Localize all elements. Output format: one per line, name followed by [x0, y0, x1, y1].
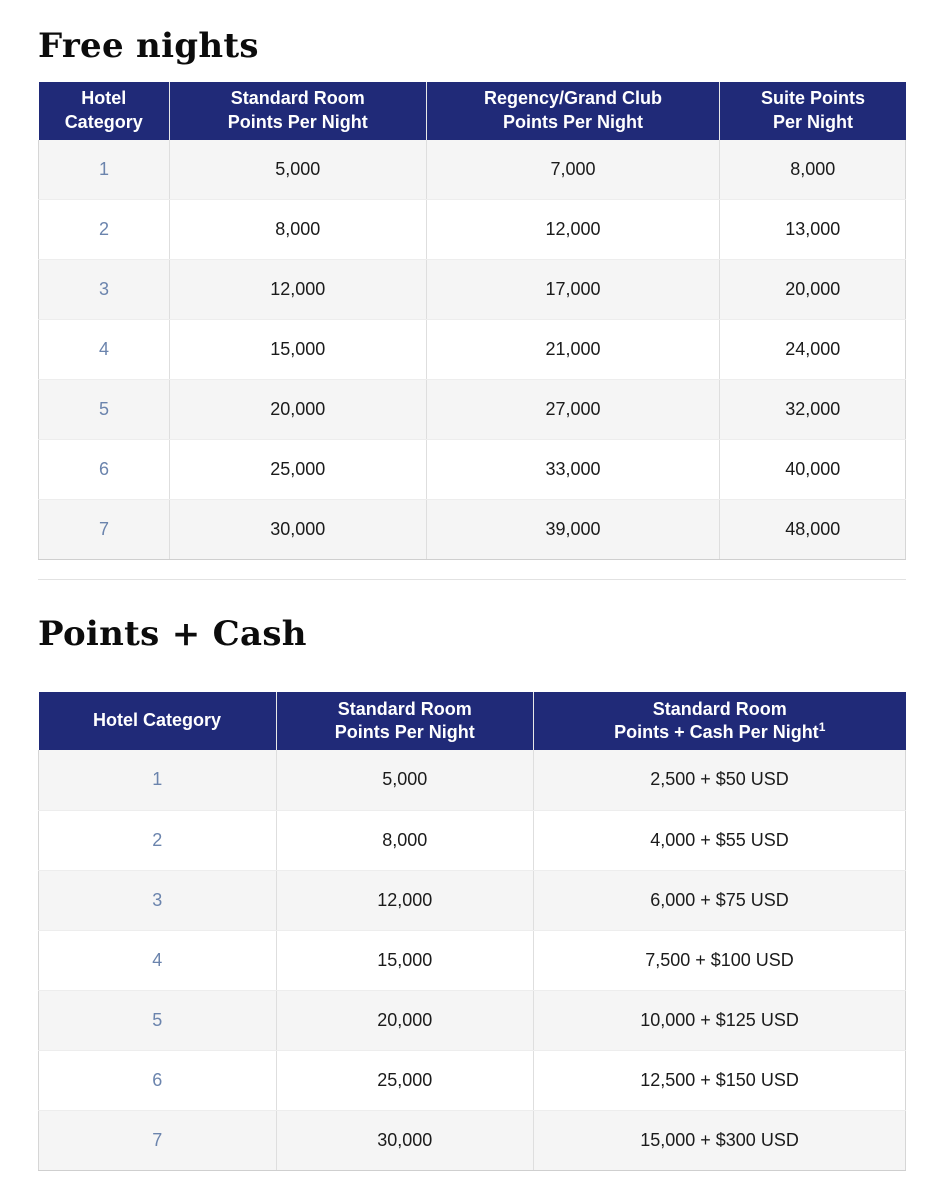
- points-value-cell: 20,000: [169, 380, 426, 440]
- category-cell: [39, 320, 170, 380]
- table-row: [39, 930, 906, 990]
- table-row: [39, 990, 906, 1050]
- points-cash-table-body: [39, 750, 906, 1170]
- table-row: [39, 200, 906, 260]
- points-value-cell: 12,500 + $150 USD: [534, 1050, 906, 1110]
- free-nights-table: [38, 82, 906, 561]
- table-row: [39, 140, 906, 200]
- category-cell: [39, 380, 170, 440]
- points-value-cell: 20,000: [720, 260, 906, 320]
- category-cell: [39, 810, 277, 870]
- column-header: Standard Room Points + Cash Per Night$^1$: [534, 692, 906, 750]
- category-cell: [39, 1050, 277, 1110]
- points-value-cell: 25,000: [169, 440, 426, 500]
- category-link[interactable]: 2: [152, 829, 163, 850]
- column-header: Standard Room Points Per Night: [169, 82, 426, 140]
- category-link[interactable]: 4: [98, 339, 109, 360]
- points-value-cell: 8,000: [169, 200, 426, 260]
- table-row: [39, 500, 906, 560]
- footnote-marker: 1: [818, 720, 826, 735]
- table-row: [39, 1050, 906, 1110]
- header-row: [39, 82, 906, 140]
- category-link[interactable]: 3: [98, 279, 109, 300]
- points-value-cell: 7,500 + $100 USD: [534, 930, 906, 990]
- category-cell: [39, 500, 170, 560]
- category-cell: [39, 1110, 277, 1170]
- points-value-cell: 30,000: [169, 500, 426, 560]
- points-value-cell: 20,000: [276, 990, 533, 1050]
- category-link[interactable]: 2: [98, 219, 109, 240]
- column-header: Suite Points Per Night: [720, 82, 906, 140]
- points-value-cell: 5,000: [169, 140, 426, 200]
- points-value-cell: 8,000: [276, 810, 533, 870]
- category-cell: [39, 870, 277, 930]
- table-row: [39, 440, 906, 500]
- category-link[interactable]: 1: [152, 769, 163, 790]
- points-value-cell: 21,000: [426, 320, 720, 380]
- points-value-cell: 10,000 + $125 USD: [534, 990, 906, 1050]
- points-value-cell: 7,000: [426, 140, 720, 200]
- category-link[interactable]: 7: [152, 1129, 163, 1150]
- points-value-cell: 13,000: [720, 200, 906, 260]
- points-value-cell: 6,000 + $75 USD: [534, 870, 906, 930]
- category-link[interactable]: 6: [152, 1069, 163, 1090]
- points-value-cell: 5,000: [276, 750, 533, 810]
- points-value-cell: 15,000: [276, 930, 533, 990]
- points-value-cell: 15,000: [169, 320, 426, 380]
- free-nights-heading: Free nights: [38, 26, 259, 66]
- column-header: Standard Room Points Per Night: [276, 692, 533, 750]
- points-value-cell: 27,000: [426, 380, 720, 440]
- category-link[interactable]: 4: [152, 949, 163, 970]
- category-cell: [39, 990, 277, 1050]
- header-row: [39, 692, 906, 750]
- free-nights-table-body: [39, 140, 906, 560]
- category-cell: [39, 440, 170, 500]
- table-row: [39, 380, 906, 440]
- points-value-cell: 33,000: [426, 440, 720, 500]
- points-value-cell: 12,000: [426, 200, 720, 260]
- category-link[interactable]: 5: [98, 399, 109, 420]
- points-cash-table: [38, 692, 906, 1171]
- table-row: [39, 750, 906, 810]
- category-link[interactable]: 1: [98, 159, 109, 180]
- table-row: [39, 810, 906, 870]
- points-value-cell: 12,000: [169, 260, 426, 320]
- points-value-cell: 15,000 + $300 USD: [534, 1110, 906, 1170]
- column-header: Hotel Category: [39, 82, 170, 140]
- section-divider: [38, 579, 906, 580]
- category-cell: [39, 260, 170, 320]
- points-value-cell: 48,000: [720, 500, 906, 560]
- points-value-cell: 39,000: [426, 500, 720, 560]
- points-value-cell: 40,000: [720, 440, 906, 500]
- category-link[interactable]: 5: [152, 1009, 163, 1030]
- points-value-cell: 24,000: [720, 320, 906, 380]
- points-value-cell: 25,000: [276, 1050, 533, 1110]
- table-row: [39, 260, 906, 320]
- category-link[interactable]: 6: [98, 459, 109, 480]
- column-header: Hotel Category: [39, 692, 277, 750]
- table-row: [39, 1110, 906, 1170]
- points-value-cell: 2,500 + $50 USD: [534, 750, 906, 810]
- points-value-cell: 17,000: [426, 260, 720, 320]
- points-value-cell: 8,000: [720, 140, 906, 200]
- points-value-cell: 12,000: [276, 870, 533, 930]
- category-cell: [39, 140, 170, 200]
- column-header: Regency/Grand Club Points Per Night: [426, 82, 720, 140]
- category-cell: [39, 200, 170, 260]
- points-value-cell: 32,000: [720, 380, 906, 440]
- category-cell: [39, 930, 277, 990]
- points-cash-heading: Points + Cash: [38, 614, 307, 655]
- category-cell: [39, 750, 277, 810]
- table-row: [39, 320, 906, 380]
- points-value-cell: 30,000: [276, 1110, 533, 1170]
- points-value-cell: 4,000 + $55 USD: [534, 810, 906, 870]
- category-link[interactable]: 7: [98, 519, 109, 540]
- table-row: [39, 870, 906, 930]
- category-link[interactable]: 3: [152, 889, 163, 910]
